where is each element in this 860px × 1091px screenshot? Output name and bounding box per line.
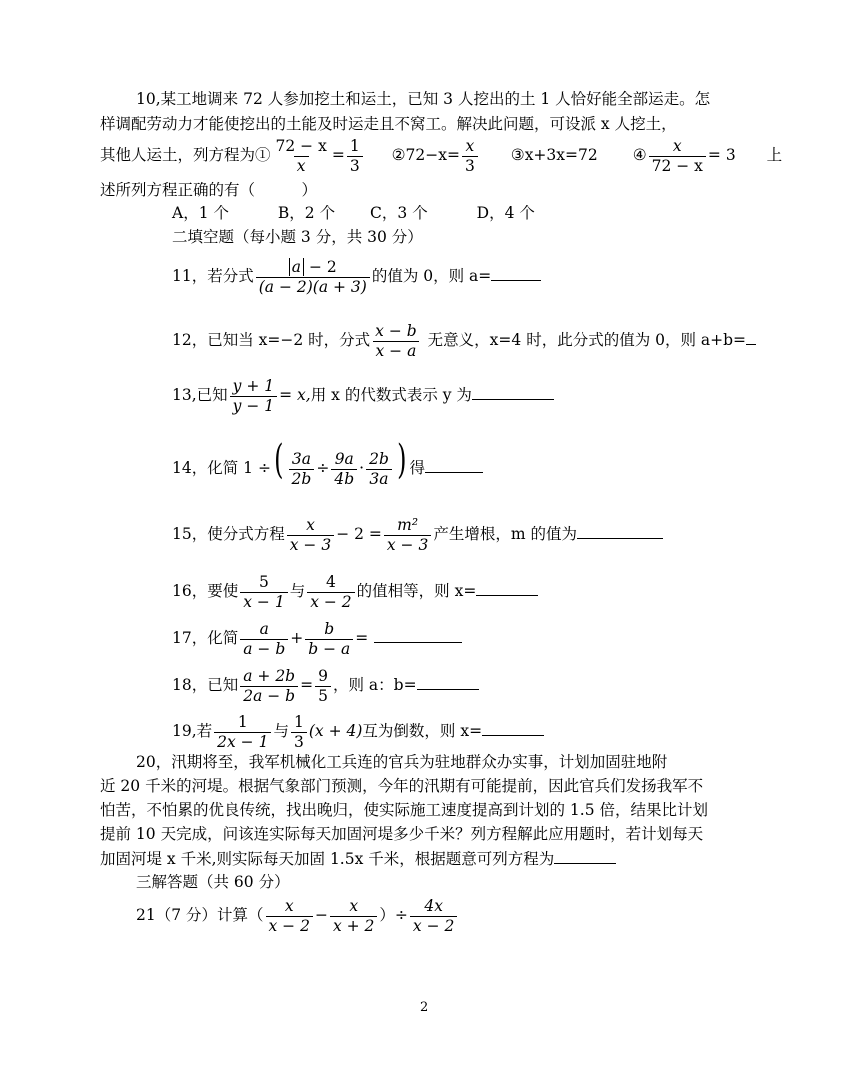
q17-answer-blank[interactable] bbox=[374, 626, 462, 643]
q10-prefix: 其他人运土，列方程为① bbox=[100, 146, 271, 164]
q10-eq2: ②72−x= bbox=[391, 146, 460, 164]
q20-answer-blank[interactable] bbox=[554, 847, 616, 864]
q10-eq2-frac: $\frac{x}{3}$ bbox=[462, 137, 478, 176]
q14: 14，化简 1 ÷( $\frac{3a}{2b}$ ÷ $\frac{9a}{4b}$ · $\frac{2b}{3a}$ ) 得 bbox=[172, 440, 483, 492]
q10-line3: 其他人运土，列方程为① $\frac{72 - x}{x}$ = $\frac{1}{3}$ ②72−x= $\frac{x}{3}$ ③x+3x=72 ④ $\frac{x}{72 - x}$ = 3 上 bbox=[100, 136, 783, 175]
q13-frac: $\frac{y + 1}{y - 1}$ bbox=[230, 377, 277, 416]
q20-line5: 加固河堤 x 千米,则实际每天加固 1.5x 千米，根据题意可列方程为 bbox=[100, 847, 616, 870]
option-a: A，1 个 bbox=[172, 204, 229, 222]
q20-line4: 提前 10 天完成，问该连实际每天加固河堤多少千米？列方程解此应用题时，若计划每天 bbox=[100, 825, 704, 843]
section2-title: 二填空题（每小题 3 分，共 30 分） bbox=[172, 228, 423, 246]
q15: 15，使分式方程 $\frac{x}{x - 3}$ − 2 = $\frac{\text{m²}}{x - 3}$ 产生增根，m 的值为 bbox=[172, 512, 663, 556]
q17: 17，化简 $\frac{a}{a - b}$ + $\frac{b}{b - a}$ = bbox=[172, 617, 462, 659]
q10-options bbox=[172, 202, 535, 224]
q16-answer-blank[interactable] bbox=[476, 579, 538, 596]
q21: 21（7 分）计算（ $\frac{x}{x - 2}$ − $\frac{x}{x + 2}$ ）÷ $\frac{4x}{x - 2}$ bbox=[136, 893, 459, 937]
q13: 13,已知 $\frac{y + 1}{y - 1}$ = x,用 x 的代数式表示 y 为 bbox=[172, 375, 554, 416]
q19: 19,若 $\frac{1}{2x - 1}$ 与 $\frac{1}{3}$ (x + 4)互为倒数，则 x= bbox=[172, 710, 544, 752]
option-b: B，2 个 bbox=[277, 204, 336, 222]
q10-line1: 10,某工地调来 72 人参加挖土和运土，已知 3 人挖出的土 1 人恰好能全部运走。怎 bbox=[136, 90, 711, 108]
q10-eq1-rhs: $\frac{1}{3}$ bbox=[347, 137, 363, 176]
q11-answer-blank[interactable] bbox=[491, 264, 541, 281]
q12-frac: $\frac{x - b}{x - a}$ bbox=[372, 322, 420, 361]
q20-line3: 怕苦，不怕累的优良传统，找出晚归，使实际施工速度提高到计划的 1.5 倍，结果比计划 bbox=[100, 801, 709, 819]
q11: 11，若分式 $\frac{a - 2}{(a - 2)(a + 3)}$ 的值为 0，则 a= bbox=[172, 256, 541, 297]
page-number: 2 bbox=[420, 1000, 429, 1015]
option-c: C，3 个 bbox=[370, 204, 428, 222]
q10-eq1-frac: $\frac{72 - x}{x}$ bbox=[275, 136, 327, 175]
option-d: D，4 个 bbox=[476, 204, 535, 222]
q18-answer-blank[interactable] bbox=[417, 673, 479, 690]
q14-answer-blank[interactable] bbox=[425, 456, 483, 473]
q10-eq4: ④ bbox=[632, 146, 647, 164]
q12: 12，已知当 x=−2 时，分式 $\frac{x - b}{x - a}$ 无意义，x=4 时，此分式的值为 0，则 a+b= bbox=[172, 320, 756, 361]
q12-answer-blank[interactable] bbox=[746, 328, 756, 345]
q20-line2: 近 20 千米的河堤。根据气象部门预测，今年的汛期有可能提前，因此官兵们发扬我军不 bbox=[100, 777, 704, 795]
q10-eq4-frac: $\frac{x}{72 - x}$ bbox=[649, 137, 706, 176]
q20-line1: 20，汛期将至，我军机械化工兵连的官兵为驻地群众办实事，计划加固驻地附 bbox=[136, 753, 668, 771]
q18: 18，已知 $\frac{a + 2b}{2a - b}$ = $\frac{9}{5}$ ，则 a：b= bbox=[172, 664, 479, 706]
q10-line2: 样调配劳动力才能使挖出的土能及时运走且不窝工。解决此问题，可设派 x 人挖土， bbox=[100, 115, 677, 133]
q13-answer-blank[interactable] bbox=[472, 383, 554, 400]
q10-line4: 述所列方程正确的有（ ） bbox=[100, 181, 318, 199]
q10-eq3: ③x+3x=72 bbox=[510, 146, 598, 164]
q15-answer-blank[interactable] bbox=[577, 522, 663, 539]
section3-title: 三解答题（共 60 分） bbox=[136, 873, 290, 891]
q19-answer-blank[interactable] bbox=[482, 719, 544, 736]
q11-frac: $\frac{a - 2}{(a - 2)(a + 3)}$ bbox=[256, 258, 370, 297]
q16: 16，要使 $\frac{5}{x - 1}$ 与 $\frac{4}{x - 2}$ 的值相等，则 x= bbox=[172, 570, 538, 612]
